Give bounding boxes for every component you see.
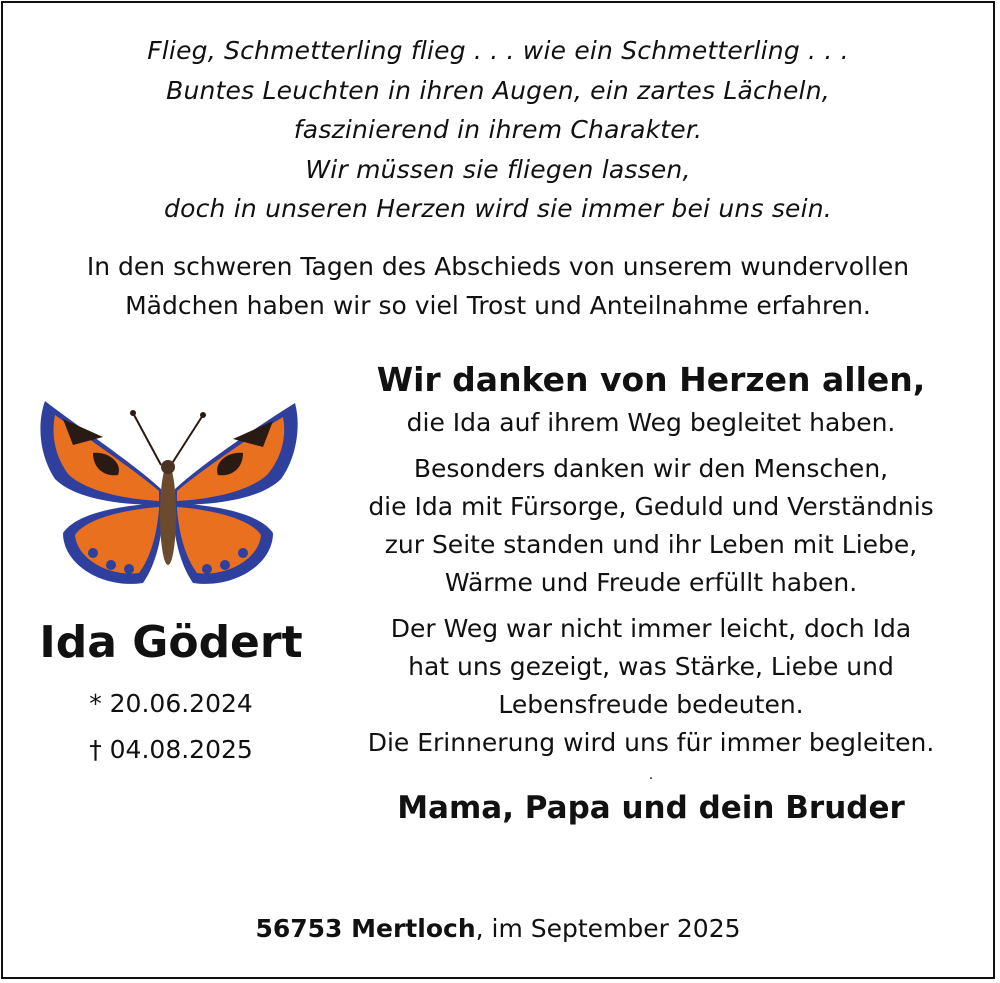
thanks-heading: Wir danken von Herzen allen, xyxy=(376,360,926,399)
poem-line: doch in unseren Herzen wird sie immer bei uns sein. xyxy=(164,194,832,223)
thanks-line: Lebensfreude bedeuten. xyxy=(498,690,804,719)
birth-date: * 20.06.2024 xyxy=(89,689,253,718)
thanks-line: die Ida auf ihrem Weg begleitet haben. xyxy=(406,408,896,437)
thanks-line: Der Weg war nicht immer leicht, doch Ida xyxy=(390,614,912,643)
intro-line: Mädchen haben wir so viel Trost und Anteilnahme erfahren. xyxy=(125,291,871,320)
thanks-line: die Ida mit Fürsorge, Geduld und Verständnis xyxy=(368,492,934,521)
death-date: † 04.08.2025 xyxy=(89,735,253,764)
thanks-paragraph xyxy=(346,610,956,762)
signature: Mama, Papa und dein Bruder xyxy=(397,790,905,826)
obituary-card xyxy=(1,1,995,979)
footer xyxy=(3,909,993,949)
butterfly-icon xyxy=(33,393,303,593)
thanks-line: Wärme und Freude erfüllt haben. xyxy=(444,568,858,597)
intro-line: In den schweren Tagen des Abschieds von unserem wundervollen xyxy=(86,252,910,281)
thanks-line: zur Seite standen und ihr Leben mit Liebe, xyxy=(384,530,918,559)
thanks-section xyxy=(346,359,956,830)
thanks-line: Die Erinnerung wird uns für immer begleiten. xyxy=(367,728,935,757)
intro-text xyxy=(3,247,993,325)
thanks-paragraph xyxy=(346,404,956,442)
deceased-name: Ida Gödert xyxy=(39,617,303,668)
footer-place: 56753 Mertloch xyxy=(255,914,476,943)
thanks-paragraph xyxy=(346,450,956,602)
thanks-line: Besonders danken wir den Menschen, xyxy=(413,454,889,483)
poem-line: Wir müssen sie fliegen lassen, xyxy=(305,154,691,184)
poem-line: Flieg, Schmetterling flieg . . . wie ein Schmetterling . . . xyxy=(147,36,849,65)
life-dates xyxy=(3,681,339,773)
thanks-line: hat uns gezeigt, was Stärke, Liebe und xyxy=(408,652,894,681)
poem-line: Buntes Leuchten in ihren Augen, ein zartes Lächeln, xyxy=(166,75,830,105)
poem-line: faszinierend in ihrem Charakter. xyxy=(293,115,703,144)
footer-date: , im September 2025 xyxy=(475,914,741,943)
separator-dot: . xyxy=(648,767,654,783)
poem xyxy=(3,31,993,229)
